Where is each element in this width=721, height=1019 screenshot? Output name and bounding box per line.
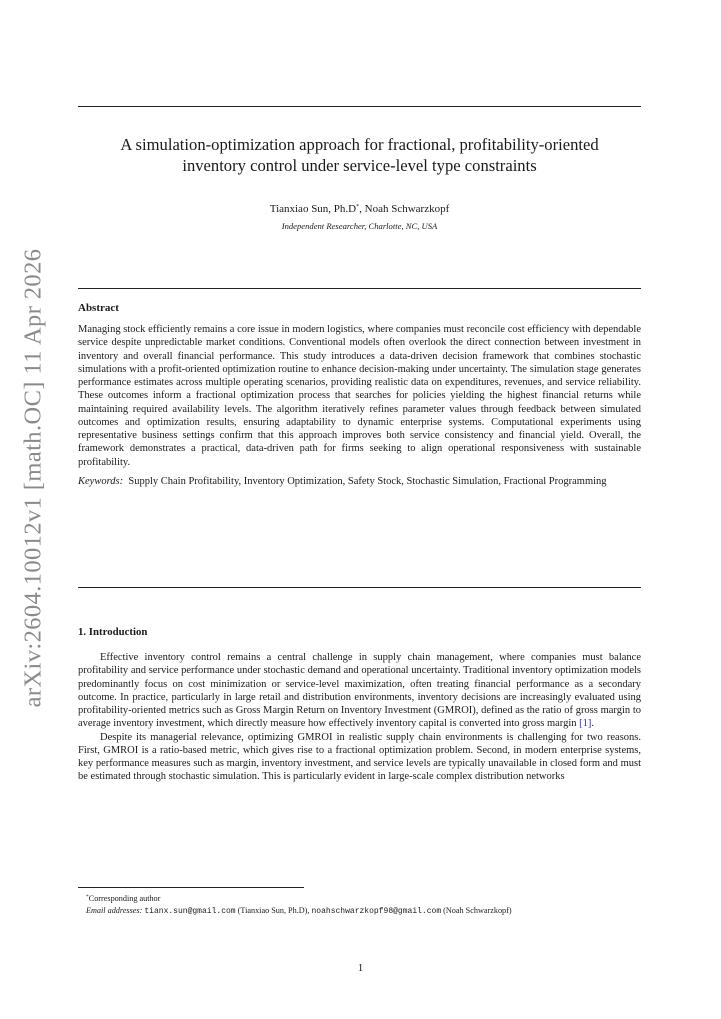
title-line-2: inventory control under service-level type constraints (182, 156, 537, 175)
email-link-2[interactable]: noahschwarzkopf98@gmail.com (311, 906, 442, 916)
arxiv-identifier-text: arXiv:2604.10012v1 [math.OC] 11 Apr 2026 (19, 248, 46, 708)
introduction-heading: 1. Introduction (78, 626, 148, 638)
keywords-line (78, 475, 641, 488)
footnote-corresponding-text: Corresponding author (88, 894, 161, 903)
abstract-heading: Abstract (78, 302, 119, 314)
footnote-corresponding (86, 892, 646, 905)
arxiv-identifier-stamp (18, 248, 48, 708)
introduction-section (78, 625, 641, 784)
email-1-owner: (Tianxiao Sun, Ph.D), (235, 905, 312, 915)
citation-link-1[interactable]: [1] (579, 718, 592, 730)
abstract-section (78, 301, 641, 488)
author-2: Noah Schwarzkopf (364, 203, 450, 215)
author-1: Tianxiao Sun, Ph.D (269, 203, 357, 215)
keywords-list: Supply Chain Profitability, Inventory Optimization, Safety Stock, Stochastic Simulation, Fractional Programming (128, 475, 607, 487)
author-list (78, 200, 641, 216)
author-affiliation: Independent Researcher, Charlotte, NC, USA (281, 221, 438, 231)
paper-title (78, 134, 641, 176)
title-line-1: A simulation-optimization approach for fractional, profitability-oriented (120, 135, 599, 154)
footnote-mark: * (86, 894, 89, 900)
intro-paragraph-1-end: . (591, 718, 594, 730)
email-label: Email addresses: (86, 905, 143, 915)
keywords-label: Keywords: (78, 475, 124, 487)
author-separator: , (359, 203, 365, 215)
email-2-owner: (Noah Schwarzkopf) (441, 905, 512, 915)
abstract-text: Managing stock efficiently remains a core issue in modern logistics, where companies must reconcile cost efficiency with dependable service despite unpredictable market conditions. Conventional models often overlook the direct connection between investment in inventory and overall financial performance. This study introduces a data-driven decision framework that combines stochastic simulations with a profit-oriented optimization routine to enhance decision-making under uncertainty. The simulation stage generates performance estimates across multiple operating scenarios, providing realistic data on expenditures, revenues, and service reliability. These outcomes inform a fractional optimization process that searches for policies yielding the highest financial returns while maintaining required availability levels. The algorithm iteratively refines parameter values through feedback between simulated outcomes and optimization results, ensuring adaptability to dynamic enterprise systems. Computational experiments using representative business settings confirm that this approach improves both service consistency and financial yield. Overall, the framework demonstrates a practical, data-driven path for firms seeking to align operational responsiveness with sustainable profitability. (78, 324, 641, 468)
intro-paragraph-1-text: Effective inventory control remains a central challenge in supply chain management, where companies must balance profitability and service performance under stochastic demand and operational uncertainty. Traditional inventory optimization models predominantly focus on cost minimization or service-level maximization, often treating financial performance as a secondary outcome. In practice, particularly in large retail and distribution environments, inventory decisions are increasingly evaluated using profitability-oriented metrics such as Gross Margin Return on Inventory Investment (GMROI), defined as the ratio of gross margin to average inventory investment, which directly measure how effectively inventory capital is converted into gross margin (78, 652, 641, 730)
introduction-paragraph-1 (78, 651, 641, 731)
page-number: 1 (357, 962, 364, 974)
introduction-paragraph-2: Despite its managerial relevance, optimizing GMROI in realistic supply chain environments is challenging for two reasons. First, GMROI is a ratio-based metric, which gives rise to a fractional optimization problem. Second, in modern enterprise systems, key performance measures such as margin, inventory investment, and service levels are typically unavailable in closed form and must be estimated through stochastic simulation. This is particularly evident in large-scale complex distribution networks (78, 731, 641, 783)
abstract-bottom-rule (78, 587, 641, 588)
footnotes (86, 892, 646, 917)
top-rule (78, 106, 641, 107)
footnote-emails (86, 905, 646, 918)
abstract-top-rule (78, 288, 641, 289)
corresponding-author-mark[interactable]: * (356, 204, 360, 210)
email-link-1[interactable]: tianx.sun@gmail.com (144, 906, 236, 916)
footnote-rule (78, 887, 304, 888)
